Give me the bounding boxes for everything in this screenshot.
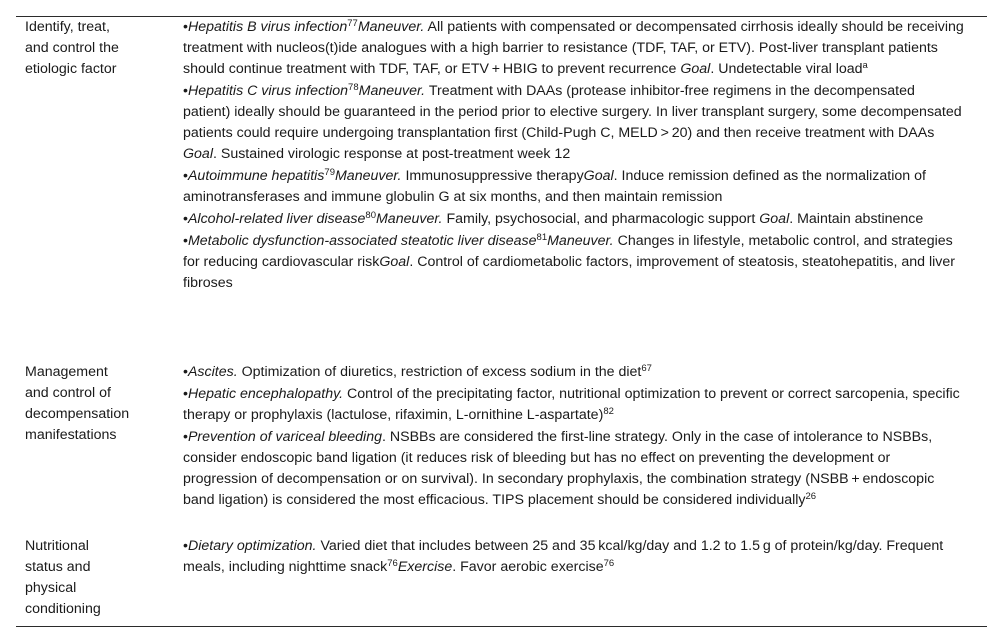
- list-item-variceal: •Prevention of variceal bleeding. NSBBs are considered the first-line strategy. Only in the case of intolerance to NSBBs, consider endoscopic band ligation (it reduces risk of bleeding but has no effect on preventing the development or progression of decompensation or on survival). In secondary prophylaxis, the combination strategy (NSBB + endoscopic band ligation) is considered the most efficacious. TIPS placement should be considered individually$^{26}$: [183, 429, 935, 508]
- list-item-masld: •Metabolic dysfunction-associated steatotic liver disease$^{81}$Maneuver. Changes in lifestyle, metabolic control, and strategies for reducing cardiovascular riskGoal. Control of cardiometabolic factors, improvement of steatosis, steatohepatitis, and liver fibroses: [183, 232, 955, 291]
- row-content: [183, 17, 965, 295]
- row-label: Management and control of decompensation manifestations: [25, 364, 130, 443]
- list-item-ascites: •Ascites. Optimization of diuretics, restriction of excess sodium in the diet$^{67}$: [183, 363, 652, 380]
- list-item-encephalopathy: •Hepatic encephalopathy. Control of the precipitating factor, nutritional optimization to prevent or correct sarcopenia, specific therapy or prophylaxis (lactulose, rifaximin, L-ornithine L-aspartate)$^{82}$: [183, 386, 960, 423]
- list-item-diet: •Dietary optimization. Varied diet that includes between 25 and 35 kcal/kg/day and 1.2 to 1.5 g of protein/kg/day. Frequent meals, including nighttime snack$^{76}$Exercise. Favor aerobic exercise$^{76}$: [183, 538, 944, 575]
- list-item-hcv: •Hepatitis C virus infection$^{78}$Maneuver. Treatment with DAAs (protease inhibitor-free regimens in the decompensated patient) ideally should be guaranteed in the period prior to elective surgery. In liver transplant surgery, some decompensated patients could require undergoing transplantation first (Child-Pugh C, MELD > 20) and then receive treatment with DAAs Goal. Sustained virologic response at post-treatment week 12: [183, 82, 962, 162]
- row-label: Identify, treat, and control the etiologic factor: [25, 19, 119, 77]
- list-item-hbv: •Hepatitis B virus infection$^{77}$Maneuver. All patients with compensated or decompensated cirrhosis ideally should be receiving treatment with nucleos(t)ide analogues with a high barrier to resistance (TDF, TAF, or ETV). Post-liver transplant patients should continue treatment with TDF, TAF, or ETV + HBIG to prevent recurrence Goal. Undetectable viral load$^a$: [183, 18, 964, 77]
- row-label: Nutritional status and physical conditioning: [25, 538, 101, 617]
- row-content: [183, 536, 965, 579]
- list-item-alcohol: •Alcohol-related liver disease$^{80}$Maneuver. Family, psychosocial, and pharmacologic support Goal. Maintain abstinence: [183, 210, 924, 227]
- list-item-aih: •Autoimmune hepatitis$^{79}$Maneuver. Immunosuppressive therapyGoal. Induce remission defined as the normalization of aminotransferases and immune globulin G at six months, and then maintain remission: [183, 167, 926, 205]
- table-bottom-rule: [16, 626, 987, 627]
- row-content: [183, 362, 965, 512]
